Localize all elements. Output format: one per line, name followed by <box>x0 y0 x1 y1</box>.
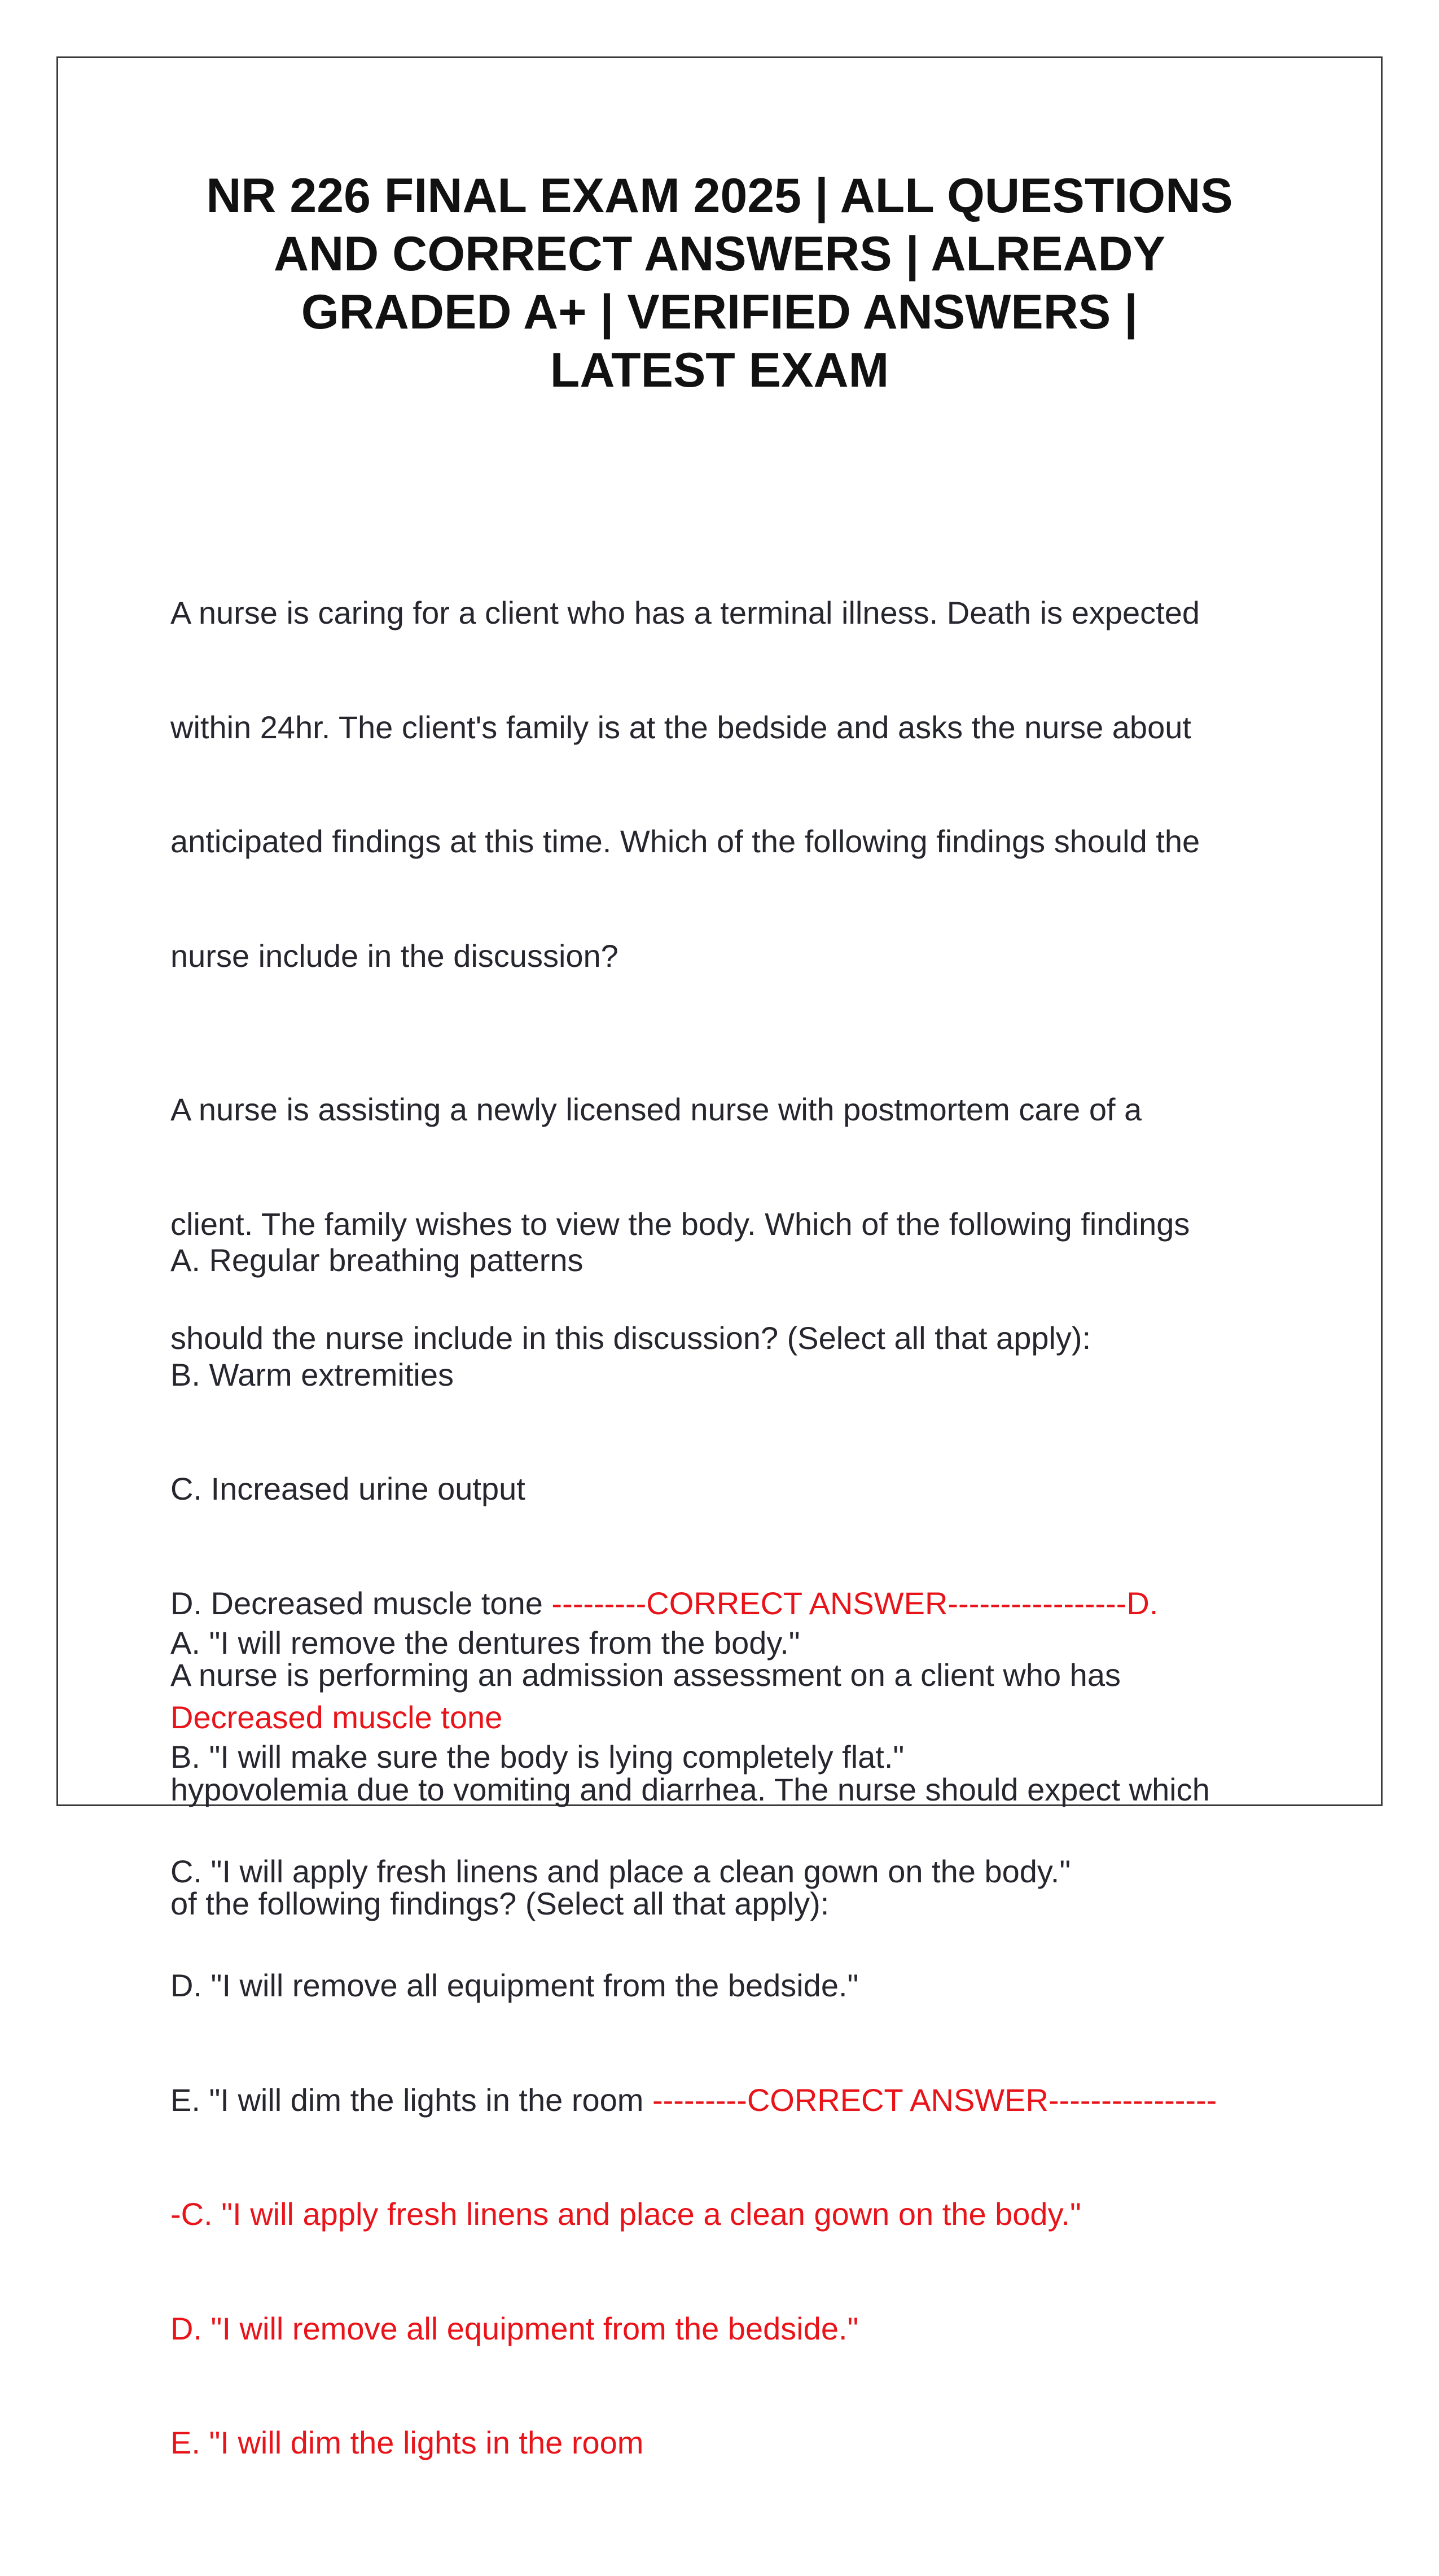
answer-option: D. "I will remove all equipment from the bedside." <box>170 1968 859 2003</box>
correct-answer-marker: ---------CORRECT ANSWER---------------- <box>652 2082 1217 2118</box>
question-stem <box>170 1580 1299 1999</box>
stem-line: nurse include in the discussion? <box>170 937 618 974</box>
answer-option: C. "I will apply fresh linens and place a clean gown on the body." <box>170 1853 1071 1889</box>
question-stem <box>170 1014 1299 1434</box>
correct-answer-line: E. "I will dim the lights in the room <box>170 2425 644 2460</box>
answer-option: A. "I will remove the dentures from the body." <box>170 1624 800 1661</box>
stem-line: A nurse is caring for a client who has a terminal illness. Death is expected <box>170 595 1200 630</box>
stem-line: should the nurse include in this discussion? (Select all that apply): <box>170 1320 1091 1356</box>
stem-line: of the following findings? (Select all that apply): <box>170 1886 830 1921</box>
stem-line: hypovolemia due to vomiting and diarrhea. The nurse should expect which <box>170 1771 1210 1807</box>
answer-option-text: D. Decreased muscle tone <box>170 1585 552 1621</box>
title-line: LATEST EXAM <box>550 343 889 397</box>
answer-option: B. Warm extremities <box>170 1356 454 1392</box>
stem-line: anticipated findings at this time. Which of the following findings should the <box>170 823 1200 859</box>
answer-option-text: E. "I will dim the lights in the room <box>170 2082 652 2118</box>
title-line: AND CORRECT ANSWERS | ALREADY <box>273 227 1166 281</box>
correct-answer-marker: ---------CORRECT ANSWER-----------------D. <box>551 1585 1159 1621</box>
correct-answer-line: Decreased muscle tone <box>170 1699 503 1735</box>
question-3 <box>170 1504 1299 2037</box>
stem-line: A nurse is assisting a newly licensed nurse with postmortem care of a <box>170 1092 1142 1127</box>
correct-answer-line: D. "I will remove all equipment from the bedside." <box>170 2310 859 2346</box>
answer-option: B. "I will make sure the body is lying completely flat." <box>170 1739 905 1775</box>
correct-answer-line: -C. "I will apply fresh linens and place a clean gown on the body." <box>170 2196 1081 2232</box>
stem-line: A nurse is performing an admission assessment on a client who has <box>170 1657 1121 1693</box>
title-line: NR 226 FINAL EXAM 2025 | ALL QUESTIONS <box>206 169 1233 223</box>
stem-line: within 24hr. The client's family is at the bedside and asks the nurse about <box>170 709 1191 745</box>
answer-option: C. Increased urine output <box>170 1471 525 1506</box>
answer-option-last <box>170 2081 1299 2119</box>
stem-line: client. The family wishes to view the body. Which of the following findings <box>170 1206 1190 1242</box>
document-title <box>169 167 1270 400</box>
title-line: GRADED A+ | VERIFIED ANSWERS | <box>301 285 1138 339</box>
answer-option: A. Regular breathing patterns <box>170 1242 584 1278</box>
